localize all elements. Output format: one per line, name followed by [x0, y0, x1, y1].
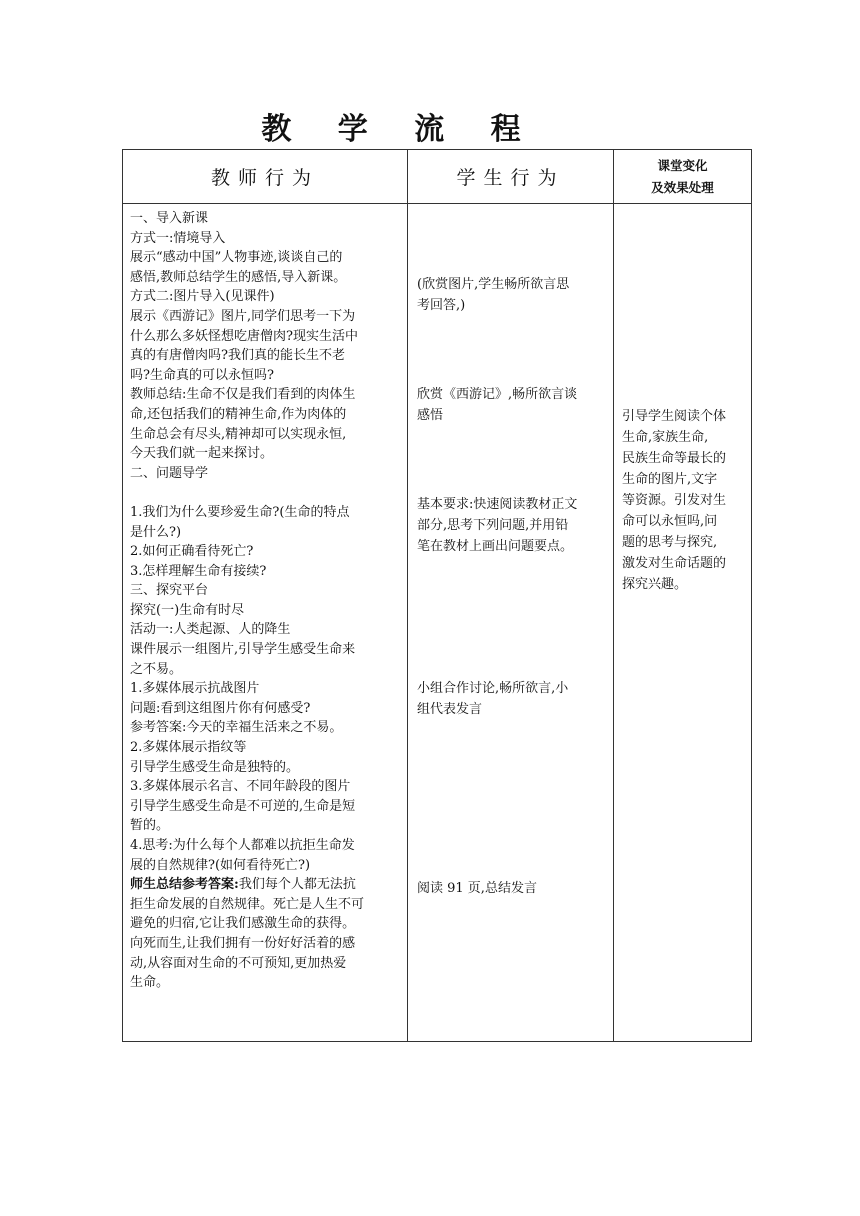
- student-line: 小组合作讨论,畅所欲言,小: [417, 681, 569, 696]
- header-student-behavior: [408, 150, 614, 204]
- teacher-line-blank: [130, 483, 401, 503]
- teacher-line: 一、导入新课: [130, 211, 209, 226]
- teacher-line: 命,还包括我们的精神生命,作为肉体的: [130, 406, 347, 422]
- teacher-line: 展示《西游记》图片,同学们思考一下为: [130, 308, 356, 324]
- class-effect-cell: [614, 204, 752, 1042]
- student-line: 组代表发言: [417, 702, 483, 717]
- teacher-line: 三、探究平台: [130, 583, 209, 599]
- summary-line: 向死而生,让我们拥有一份好好活着的感: [130, 935, 356, 951]
- teaching-flow-table: [122, 149, 752, 1042]
- page-title: 教 学 流 程: [261, 112, 539, 147]
- teacher-line: 活动一:人类起源、人的降生: [130, 622, 291, 638]
- summary-line: 拒生命发展的自然规律。死亡是人生不可: [130, 896, 365, 912]
- teacher-line: 暂的。: [130, 818, 170, 834]
- table-body-row: [123, 204, 752, 1042]
- teacher-line: 感悟,教师总结学生的感悟,导入新课。: [130, 269, 347, 285]
- student-block-3: [417, 494, 609, 557]
- teacher-line: 教师总结:生命不仅是我们看到的肉体生: [130, 387, 356, 403]
- teacher-line: 什么那么多妖怪想吃唐僧肉?现实生活中: [130, 328, 358, 344]
- teacher-line: 展的自然规律?(如何看待死亡?): [130, 857, 311, 873]
- teacher-line: 1.我们为什么要珍爱生命?(生命的特点: [130, 504, 350, 520]
- summary-line: [130, 875, 401, 895]
- student-line: 考回答,): [417, 298, 466, 313]
- teacher-line: 3.多媒体展示名言、不同年龄段的图片: [130, 779, 351, 795]
- teacher-line: 今天我们就一起来探讨。: [130, 446, 274, 462]
- header-teacher-behavior: [123, 150, 408, 204]
- effect-line: 题的思考与探究,: [622, 535, 718, 550]
- teacher-line: 生命总会有尽头,精神却可以实现永恒,: [130, 426, 347, 442]
- effect-block: [622, 406, 747, 595]
- header-teacher-label: 教师行为: [210, 167, 319, 189]
- teacher-line: 引导学生感受生命是不可逆的,生命是短: [130, 798, 356, 814]
- summary-first-text: 我们每个人都无法抗: [238, 877, 356, 893]
- header-effect-line2: 及效果处理: [651, 179, 714, 195]
- table-header-row: [123, 150, 752, 204]
- teacher-line: 探究(一)生命有时尽: [130, 602, 245, 618]
- teacher-line: 真的有唐僧肉吗?我们真的能长生不老: [130, 348, 345, 364]
- header-student-label: 学生行为: [456, 167, 565, 189]
- student-line: 部分,思考下列问题,并用铅: [417, 518, 569, 533]
- header-effect-line1: 课堂变化: [657, 157, 708, 173]
- effect-line: 激发对生命话题的: [622, 556, 727, 571]
- summary-line: 生命。: [130, 975, 170, 991]
- effect-line: 命可以永恒吗,问: [622, 514, 718, 529]
- teacher-line: 3.怎样理解生命有接续?: [130, 563, 267, 579]
- teacher-line: 方式二:图片导入(见课件): [130, 289, 275, 305]
- student-line: 笔在教材上画出问题要点。: [417, 539, 574, 554]
- teacher-behavior-cell: [123, 204, 408, 1042]
- teacher-line: 是什么?): [130, 524, 182, 540]
- student-block-4: [417, 678, 609, 720]
- teacher-line: 引导学生感受生命是独特的。: [130, 759, 300, 775]
- student-line: 欣赏《西游记》,畅所欲言谈: [417, 387, 578, 402]
- effect-line: 民族生命等最长的: [622, 451, 727, 466]
- effect-line: 探究兴趣。: [622, 577, 688, 592]
- teacher-line: 展示“感动中国”人物事迹,谈谈自己的: [130, 250, 343, 266]
- effect-line: 生命的图片,文字: [622, 472, 718, 487]
- teacher-line: 问题:看到这组图片你有何感受?: [130, 700, 311, 716]
- effect-line: 生命,家族生命,: [622, 430, 709, 445]
- student-block-1: [417, 274, 609, 316]
- teacher-line: 2.如何正确看待死亡?: [130, 544, 254, 560]
- teacher-line: 4.思考:为什么每个人都难以抗拒生命发: [130, 838, 355, 853]
- teacher-line: 二、问题导学: [130, 465, 209, 481]
- summary-bold-label: 师生总结参考答案:: [130, 877, 239, 893]
- summary-line: 动,从容面对生命的不可预知,更加热爱: [130, 955, 347, 971]
- student-block-5: [417, 878, 609, 899]
- teacher-line: 之不易。: [130, 661, 183, 677]
- summary-line: 避免的归宿,它让我们感激生命的获得。: [130, 916, 356, 932]
- teacher-line: 吗?生命真的可以永恒吗?: [130, 367, 274, 383]
- effect-line: 引导学生阅读个体: [622, 409, 727, 424]
- student-line: 基本要求:快速阅读教材正文: [417, 497, 578, 512]
- student-line: 阅读 91 页,总结发言: [417, 881, 537, 896]
- teacher-line: 方式一:情境导入: [130, 230, 226, 246]
- effect-line: 等资源。引发对生: [622, 493, 727, 508]
- student-behavior-cell: [408, 204, 614, 1042]
- student-block-2: [417, 384, 609, 426]
- student-line: (欣赏图片,学生畅所欲言思: [417, 277, 570, 292]
- teacher-line: 参考答案:今天的幸福生活来之不易。: [130, 720, 343, 736]
- teacher-line: 1.多媒体展示抗战图片: [130, 681, 260, 697]
- teacher-line: 2.多媒体展示指纹等: [130, 740, 247, 756]
- teacher-line: 课件展示一组图片,引导学生感受生命来: [130, 642, 356, 658]
- header-class-effect: [614, 150, 752, 204]
- student-line: 感悟: [417, 408, 444, 423]
